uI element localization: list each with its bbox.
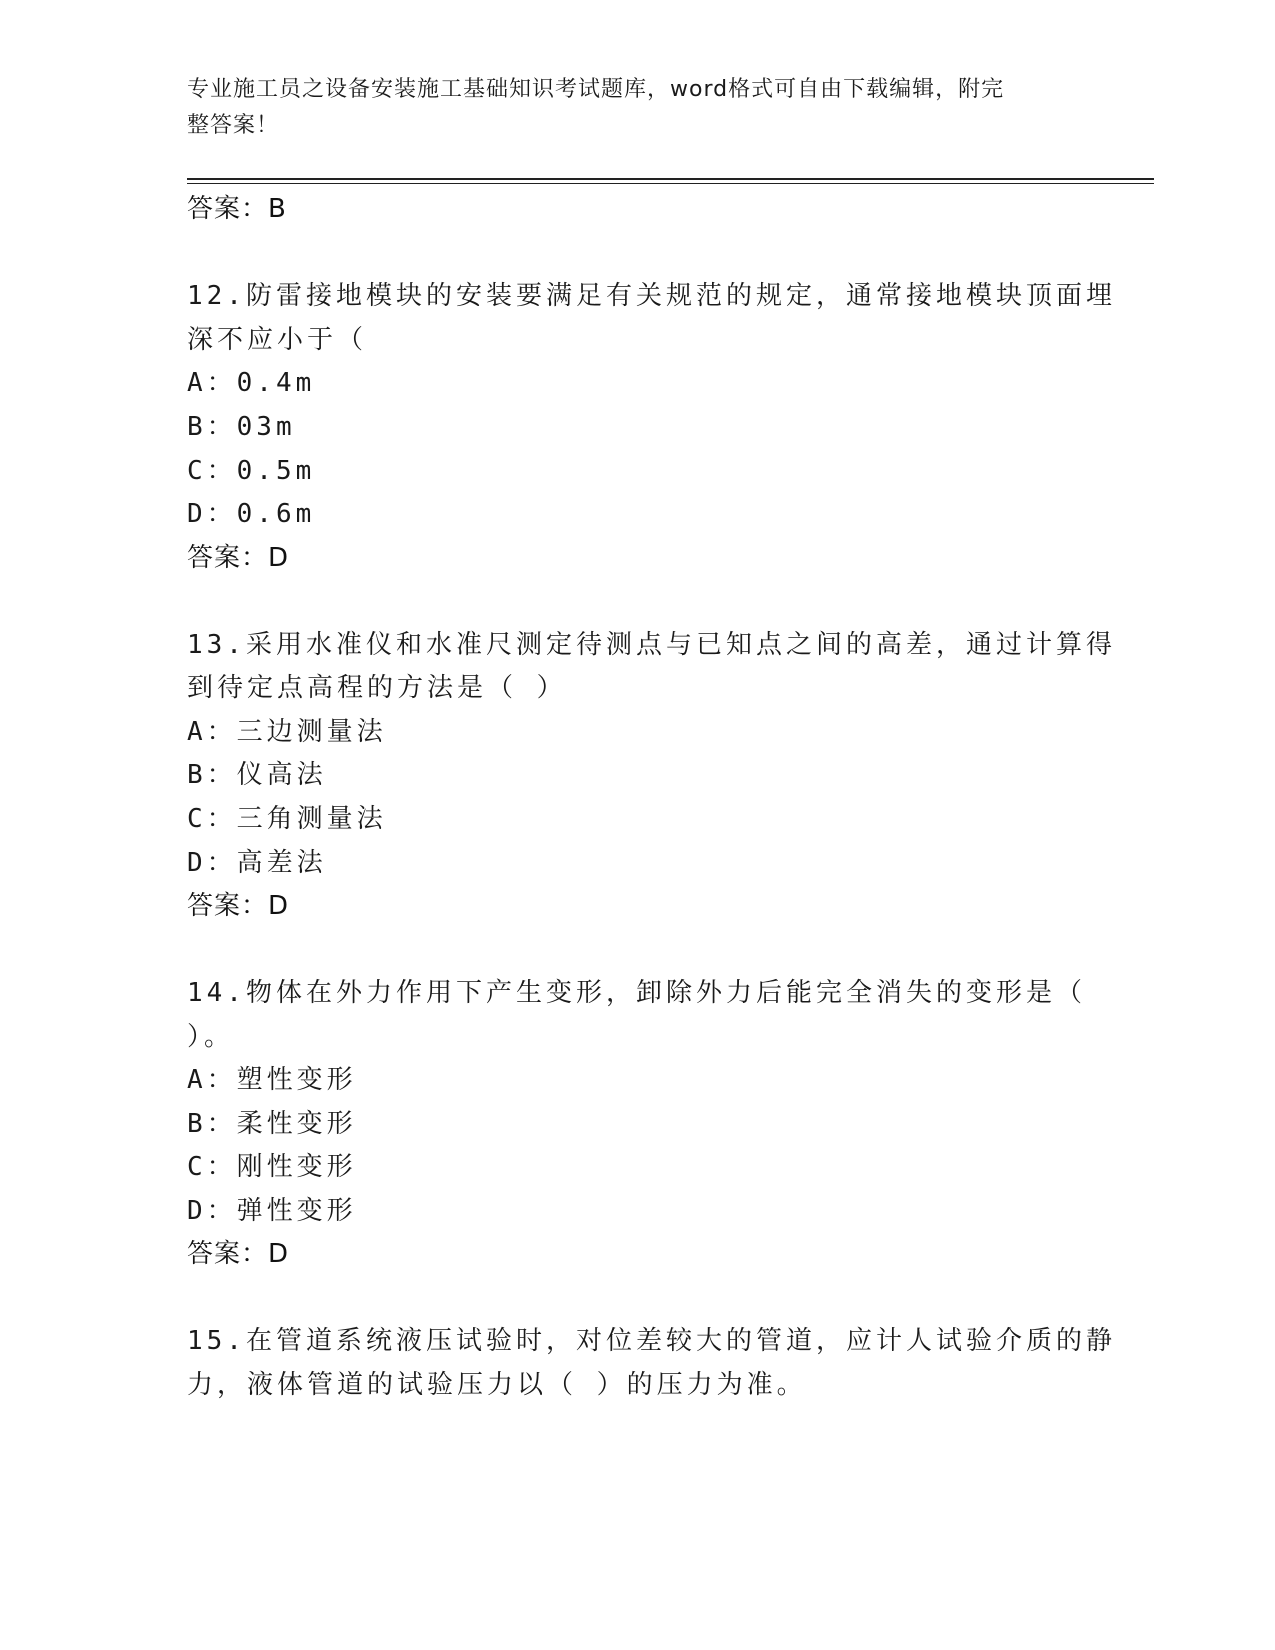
question-14-stem-line-2: ）。 <box>187 1022 235 1052</box>
question-14-answer: 答案：D <box>187 1239 290 1269</box>
question-14-option-b: B：柔性变形 <box>187 1109 357 1139</box>
question-14-stem-line-1: 14.物体在外力作用下产生变形，卸除外力后能完全消失的变形是（ <box>187 978 1086 1008</box>
question-12-answer: 答案：D <box>187 543 290 573</box>
question-12-stem-line-2: 深不应小于（ <box>187 325 368 355</box>
question-13-option-a: A：三边测量法 <box>187 717 387 747</box>
question-13-stem-line-1: 13.采用水准仪和水准尺测定待测点与已知点之间的高差，通过计算得 <box>187 630 1116 660</box>
header-divider-thin <box>187 183 1154 184</box>
question-13-stem-line-2: 到待定点高程的方法是（ ） <box>187 673 567 703</box>
answer-line: 答案：B <box>187 194 287 224</box>
question-15-stem-line-1: 15.在管道系统液压试验时，对位差较大的管道，应计人试验介质的静 <box>187 1326 1116 1356</box>
question-12-option-d: D：0.6m <box>187 499 316 529</box>
question-13-option-c: C：三角测量法 <box>187 804 387 834</box>
header-line-2: 整答案！ <box>187 113 280 138</box>
document-header <box>187 72 1067 144</box>
question-13-answer: 答案：D <box>187 891 290 921</box>
question-12-option-c: C：0.5m <box>187 456 316 486</box>
question-13-option-d: D：高差法 <box>187 848 327 878</box>
question-12-stem-line-1: 12.防雷接地模块的安装要满足有关规范的规定，通常接地模块顶面埋 <box>187 281 1116 311</box>
question-13-option-b: B：仪高法 <box>187 760 327 790</box>
question-14-option-a: A：塑性变形 <box>187 1065 357 1095</box>
question-12-option-a: A：0.4m <box>187 368 316 398</box>
question-14-option-c: C：刚性变形 <box>187 1152 357 1182</box>
question-14-option-d: D：弹性变形 <box>187 1196 357 1226</box>
question-15-stem-line-2: 力，液体管道的试验压力以（ ）的压力为准。 <box>187 1370 807 1400</box>
header-divider-thick <box>187 178 1154 180</box>
header-line-1: 专业施工员之设备安装施工基础知识考试题库，word格式可自由下载编辑，附完 <box>187 77 1005 102</box>
question-12-option-b: B：03m <box>187 412 296 442</box>
